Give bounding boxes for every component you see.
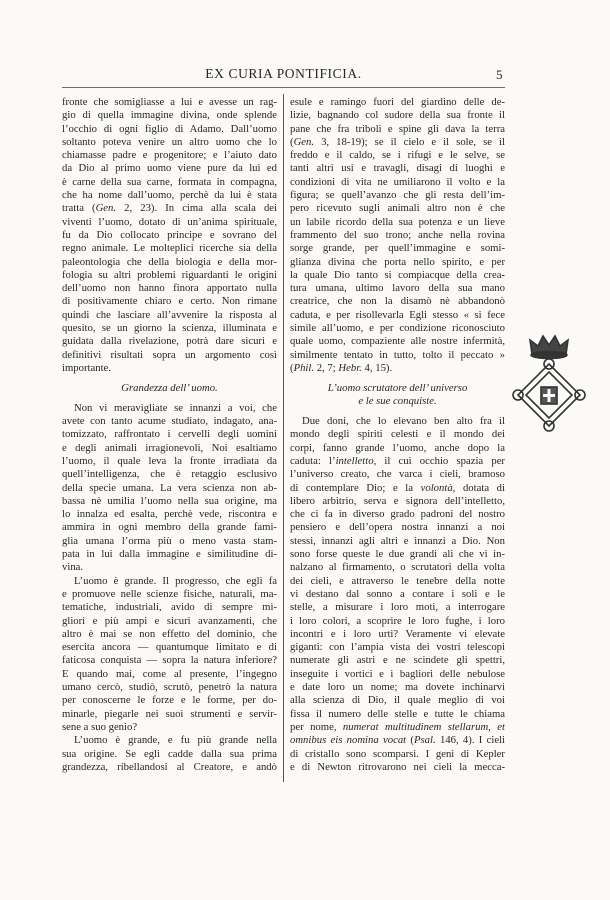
text-line [62,162,277,175]
text-segment: e date loro un nome; ma dovete inchinarvi [290,681,505,694]
text-line [62,382,277,395]
text-segment: di cristallo sono scomparsi. I geni di Kepler [290,747,505,760]
text-segment: fissa il numero delle stelle e tutte le chiama [290,707,505,720]
text-segment: simile all’uomo, e per condizione riconosciuto [290,322,505,335]
text-line [62,668,277,681]
text-segment: figura; se quell’avanzo che gli resta dell’im- [290,189,505,202]
text-line [62,455,277,468]
italic-text: volontà, [420,481,456,494]
text-segment: e promuove nelle scienze fisiche, naturali, ma- [62,587,277,600]
text-segment: similmente tentato in tutto, tolto il peccato » [290,348,505,361]
text-line [62,123,277,136]
text-line [290,761,505,774]
text-segment: esule e ramingo fuori del giardino delle de- [290,96,505,108]
text-line [290,322,505,335]
text-segment: l’occhio di ogni figlio di Adamo. Dall’uomo [62,122,277,135]
text-line [290,96,505,109]
italic-text: numerat multitudinem stellarum, et [342,720,505,733]
text-segment: Due doni, che lo elevano ben alto fra il [302,415,505,428]
text-segment: sua origine. Se egli cadde dalla sua prima [62,747,277,760]
text-line [290,681,505,694]
text-segment: lizie, bagnando col sudore della sua fronte il [290,109,505,122]
text-line [62,428,277,441]
text-segment: grandezza, ribellandosi al Creatore, e andò [62,760,277,773]
text-line [62,242,277,255]
text-line [62,189,277,202]
text-segment: che ha nome dall’uomo, perchè da lui è stata [62,189,277,202]
text-segment: ammira in ogni membro della grande fami- [62,521,277,534]
text-segment: ( [290,361,294,374]
text-segment: quale uomo, compaziente alle nostre infermità, [290,335,505,348]
text-line [290,495,505,508]
text-line [290,229,505,242]
text-line [62,708,277,721]
text-segment: fronte che somigliasse a lui e avesse un rag- [62,96,277,108]
paragraph [290,415,505,774]
text-segment: quindi che lasciare all’avvenire la risposta al [62,308,277,321]
text-line [290,615,505,628]
paragraph [62,575,277,735]
italic-text: Psal. [413,734,436,747]
text-line [290,482,505,495]
text-segment: libero arbitrio, serva e signora dell’intelletto, [290,494,505,507]
text-line [290,242,505,255]
text-line [290,395,505,408]
text-line [290,176,505,189]
text-line [290,162,505,175]
text-segment: ( [290,135,294,148]
text-segment: da Dio al primo uomo viene pure da lui ed [62,162,277,175]
text-segment: glianza divina che porta nello spirito, e per [290,255,505,268]
section-heading [290,375,505,415]
text-segment: pero ricevuto sugli animali altro non è che [290,202,505,215]
text-line [62,202,277,215]
text-line [290,721,505,734]
text-line [290,202,505,215]
text-segment: stessi, innanzi agli altri e innanzi a Dio. Non [290,534,505,547]
text-segment: quesito, se un giorno la scienza, illuminata e [62,322,277,335]
text-segment: di contemplare Dio; e la [290,481,421,494]
text-line [62,561,277,574]
text-segment: i loro colori, a scoprire le loro fughe, i loro [290,614,505,627]
text-segment: corpi, fanno grande l’uomo, anche dopo la [290,441,505,454]
left-column [62,96,277,774]
text-segment: dei cieli, e attraverso le tenebre della notte [290,574,505,587]
italic-text: Gen. [95,202,117,215]
text-line [62,521,277,534]
text-line [62,654,277,667]
text-segment: lo innalza ed esalta, perchè vede, riscontra e [62,508,277,521]
text-segment: per nome, [290,720,343,733]
text-line [62,535,277,548]
text-line [62,495,277,508]
text-line [290,335,505,348]
text-line [290,734,505,747]
text-line [62,442,277,455]
text-segment: chiamasse padre e progenitore; e l’aiuto dato [62,149,277,162]
text-line [290,269,505,282]
text-segment: tura umana, ultimo lavoro della sua mano [290,282,505,295]
running-title: EX CURIA PONTIFICIA. [205,66,362,81]
text-line [290,362,505,375]
text-line [62,721,277,734]
text-segment: nalzano al firmamento, o scrutatori della volta [290,561,505,574]
text-segment: di positivamente chiaro e certo. Non rimane [62,295,277,308]
text-segment: mondo degli spiriti celesti e il mondo dei [290,428,505,441]
text-segment: minarle, piegarle nei suoi strumenti e servir- [62,707,277,720]
text-line [62,601,277,614]
text-line [290,216,505,229]
text-line [290,601,505,614]
text-segment: è carne della sua carne, formata in compagna, [62,175,277,188]
text-line [62,349,277,362]
text-line [62,109,277,122]
text-line [62,229,277,242]
text-segment: vi destano dal sonno a contare i soli e le [290,587,505,600]
text-line [290,508,505,521]
text-line [290,309,505,322]
text-segment: vina. [62,561,84,574]
text-line [62,588,277,601]
text-line [290,136,505,149]
text-segment: Non vi meravigliate se innanzi a voi, che [74,401,277,414]
text-segment: dotata di [455,481,505,494]
text-line [62,362,277,375]
text-line [62,734,277,747]
text-segment: altro è mai se non effetto del dominio, che [62,627,277,640]
text-segment: tanti altri usi e travagli, disagi di luoghi e [290,162,505,175]
text-segment: per conoscerne le forze e le forme, per do- [62,694,277,707]
text-line [290,708,505,721]
paragraph [62,734,277,774]
text-line [290,295,505,308]
text-line [62,694,277,707]
text-line [62,681,277,694]
text-segment: E quando mai, come al presente, l’ingegno [62,667,277,680]
text-line [62,96,277,109]
text-segment: un labile ricordo della sua potenza e un lieve [290,215,505,228]
text-line [290,382,505,395]
text-segment: regno animale. Le molteplici ricerche sia della [62,242,277,255]
paragraph [62,96,277,375]
text-segment: stelle, a misurare i loro moti, a interrogare [290,601,505,614]
text-segment: , il cui occhio spazia per [373,455,505,467]
text-line [62,415,277,428]
text-line [62,641,277,654]
text-segment: l’uomo, il quale leva la fronte irradiata da [62,455,277,467]
text-segment: 4, 15). [361,361,393,374]
italic-text: Hebr. [338,361,362,374]
text-segment: inseguite i vortici e i bagliori delle nebulose [290,667,505,680]
text-line [290,123,505,136]
text-line [290,575,505,588]
text-line [290,561,505,574]
italic-text: Gen. [293,135,315,148]
text-segment: della specie umana. La vera scienza non ab- [62,481,277,494]
text-segment: tomizzato, raffrontato i cervelli degli uomini [62,428,277,441]
text-line [290,588,505,601]
italic-text: L’uomo scrutatore dell’ universo [327,381,468,394]
text-segment: tratta ( [62,202,96,215]
text-segment: importante. [62,361,111,374]
text-line [62,402,277,415]
text-line [62,468,277,481]
text-line [290,189,505,202]
text-line [62,136,277,149]
text-line [62,295,277,308]
text-segment: sorge grande, per quell’immagine e somi- [290,242,505,255]
text-segment: creatrice, che non la disamò nè abbandonò [290,295,505,308]
text-segment: gio di quella immagine divina, onde splende [62,109,277,122]
text-segment: giganti: con l’ampia vista dei vostri telescopi [290,641,505,654]
text-segment: fu da Dio collocato principe e sovrano del [62,228,277,241]
text-segment: numerate gli astri e ne scindete gli spettri, [290,654,505,667]
text-segment: bassa nè umilia l’uomo nella sua origine, ma [62,494,277,507]
text-segment: 3, 18-19); se il cielo e il sole, se il [314,135,505,148]
text-segment: l’universo creato, che varca i cieli, bramoso [290,468,505,481]
text-line [62,508,277,521]
text-line [290,442,505,455]
text-segment: glia umana l’orma più o meno vasta stam- [62,534,277,547]
text-segment: freddo e il caldo, se i rifugi e le selve, se [290,149,505,162]
text-line [290,521,505,534]
text-line [290,256,505,269]
italic-text: intelletto [335,455,374,467]
text-segment: sene a suo genio? [62,720,138,733]
text-segment: 146, 4). I cieli [435,734,506,747]
text-line [62,269,277,282]
text-segment: umano cercò, studiò, scrutò, penetrò la natura [62,681,277,694]
text-line [62,176,277,189]
text-line [62,282,277,295]
text-line [62,761,277,774]
text-segment: sono forse queste le due grandi ali che vi in- [290,548,505,561]
text-line [62,482,277,495]
text-line [62,615,277,628]
text-line [62,575,277,588]
text-segment: pane che fra triboli e spine gli dava la terra [290,122,505,135]
text-line [62,216,277,229]
text-segment: 2, 23). In cima alla scala dei [116,202,278,215]
text-line [290,548,505,561]
text-segment: L’uomo è grande. Il progresso, che egli fa [74,574,277,587]
text-line [290,349,505,362]
text-segment: e degli animali irragionevoli, Noi esaltiamo [62,441,277,454]
text-line [290,149,505,162]
text-segment: viventi l’uomo, dotato di un’anima spirituale, [62,215,277,228]
text-line [62,322,277,335]
text-line [62,149,277,162]
text-segment: soltanto poteva venire un altro uomo che lo [62,135,277,148]
text-segment: esercita ancora — quantumque limitato e di [62,641,277,654]
text-segment: caduta, e per risollevarla Egli stesso « si fece [290,308,505,321]
text-line [290,468,505,481]
text-line [62,256,277,269]
paragraph [62,402,277,575]
text-segment: tematiche, industriali, avido di sempre mi- [62,601,277,614]
text-segment: paleontologia che della biologia e della mor- [62,255,277,268]
italic-text: Phil. [293,361,315,374]
text-segment: alla scienza di Dio, il quale meglio di voi [290,694,505,707]
text-segment: fologia su altri problemi riguardanti le origini [62,268,277,281]
text-segment: quell’intelligenza, che è retaggio esclusivo [62,468,277,481]
text-segment: 2, 7; [314,361,339,374]
text-segment: dell’uomo non hanno finora apportato nulla [62,282,277,295]
header-rule [62,87,505,88]
italic-text: omnibus eis nomina vocat [290,734,407,747]
text-segment: avete con tanto acume studiato, indagato, ana- [62,415,277,428]
text-segment: condizioni di vita ne umiliarono il volto e la [290,175,505,188]
text-segment: e di Newton ritrovarono nei cieli la mecca- [290,760,505,773]
text-line [290,282,505,295]
text-segment: guidata dalla rivelazione, potrà dare sicuri e [62,335,277,348]
text-line [62,309,277,322]
text-line [290,668,505,681]
column-divider [283,94,284,782]
text-segment: ( [406,734,414,747]
text-segment: faticosa conquista — sopra la natura inferiore? [62,654,277,667]
text-segment: pata in lui dalla immagine e similitudine di- [62,548,277,561]
text-line [290,428,505,441]
text-line [62,335,277,348]
right-column [290,96,505,774]
text-line [290,415,505,428]
text-line [290,654,505,667]
text-segment: pensiero e dell’opera nostra innanzi a noi [290,521,505,534]
text-segment: che ci fa in diverso grado padroni del nostro [290,508,505,521]
text-segment: incontri e i loro urti? Veramente vi elevate [290,627,505,640]
text-line [290,535,505,548]
section-heading [62,375,277,402]
text-segment: gliori e più ampi e sicuri avanzamenti, che [62,614,277,627]
text-segment: L’uomo è grande, e fu più grande nella [74,734,277,747]
text-segment: caduta: l’ [290,455,336,467]
text-segment: definitivi risultati sopra un argomento così [62,348,277,361]
text-line [290,628,505,641]
text-line [290,641,505,654]
text-line [290,455,505,468]
text-segment: frammento del suo trono; anche nella rovina [290,228,505,241]
paragraph [290,96,505,375]
italic-text: Grandezza dell’ uomo. [121,381,218,394]
text-line [62,548,277,561]
text-line [290,109,505,122]
text-segment: la quale Dio tanto si compiacque della crea- [290,268,505,281]
library-stamp [508,328,590,436]
text-line [290,748,505,761]
text-line [62,748,277,761]
text-line [62,628,277,641]
italic-text: e le sue conquiste. [358,395,437,408]
text-line [290,694,505,707]
page-number: 5 [496,67,503,82]
